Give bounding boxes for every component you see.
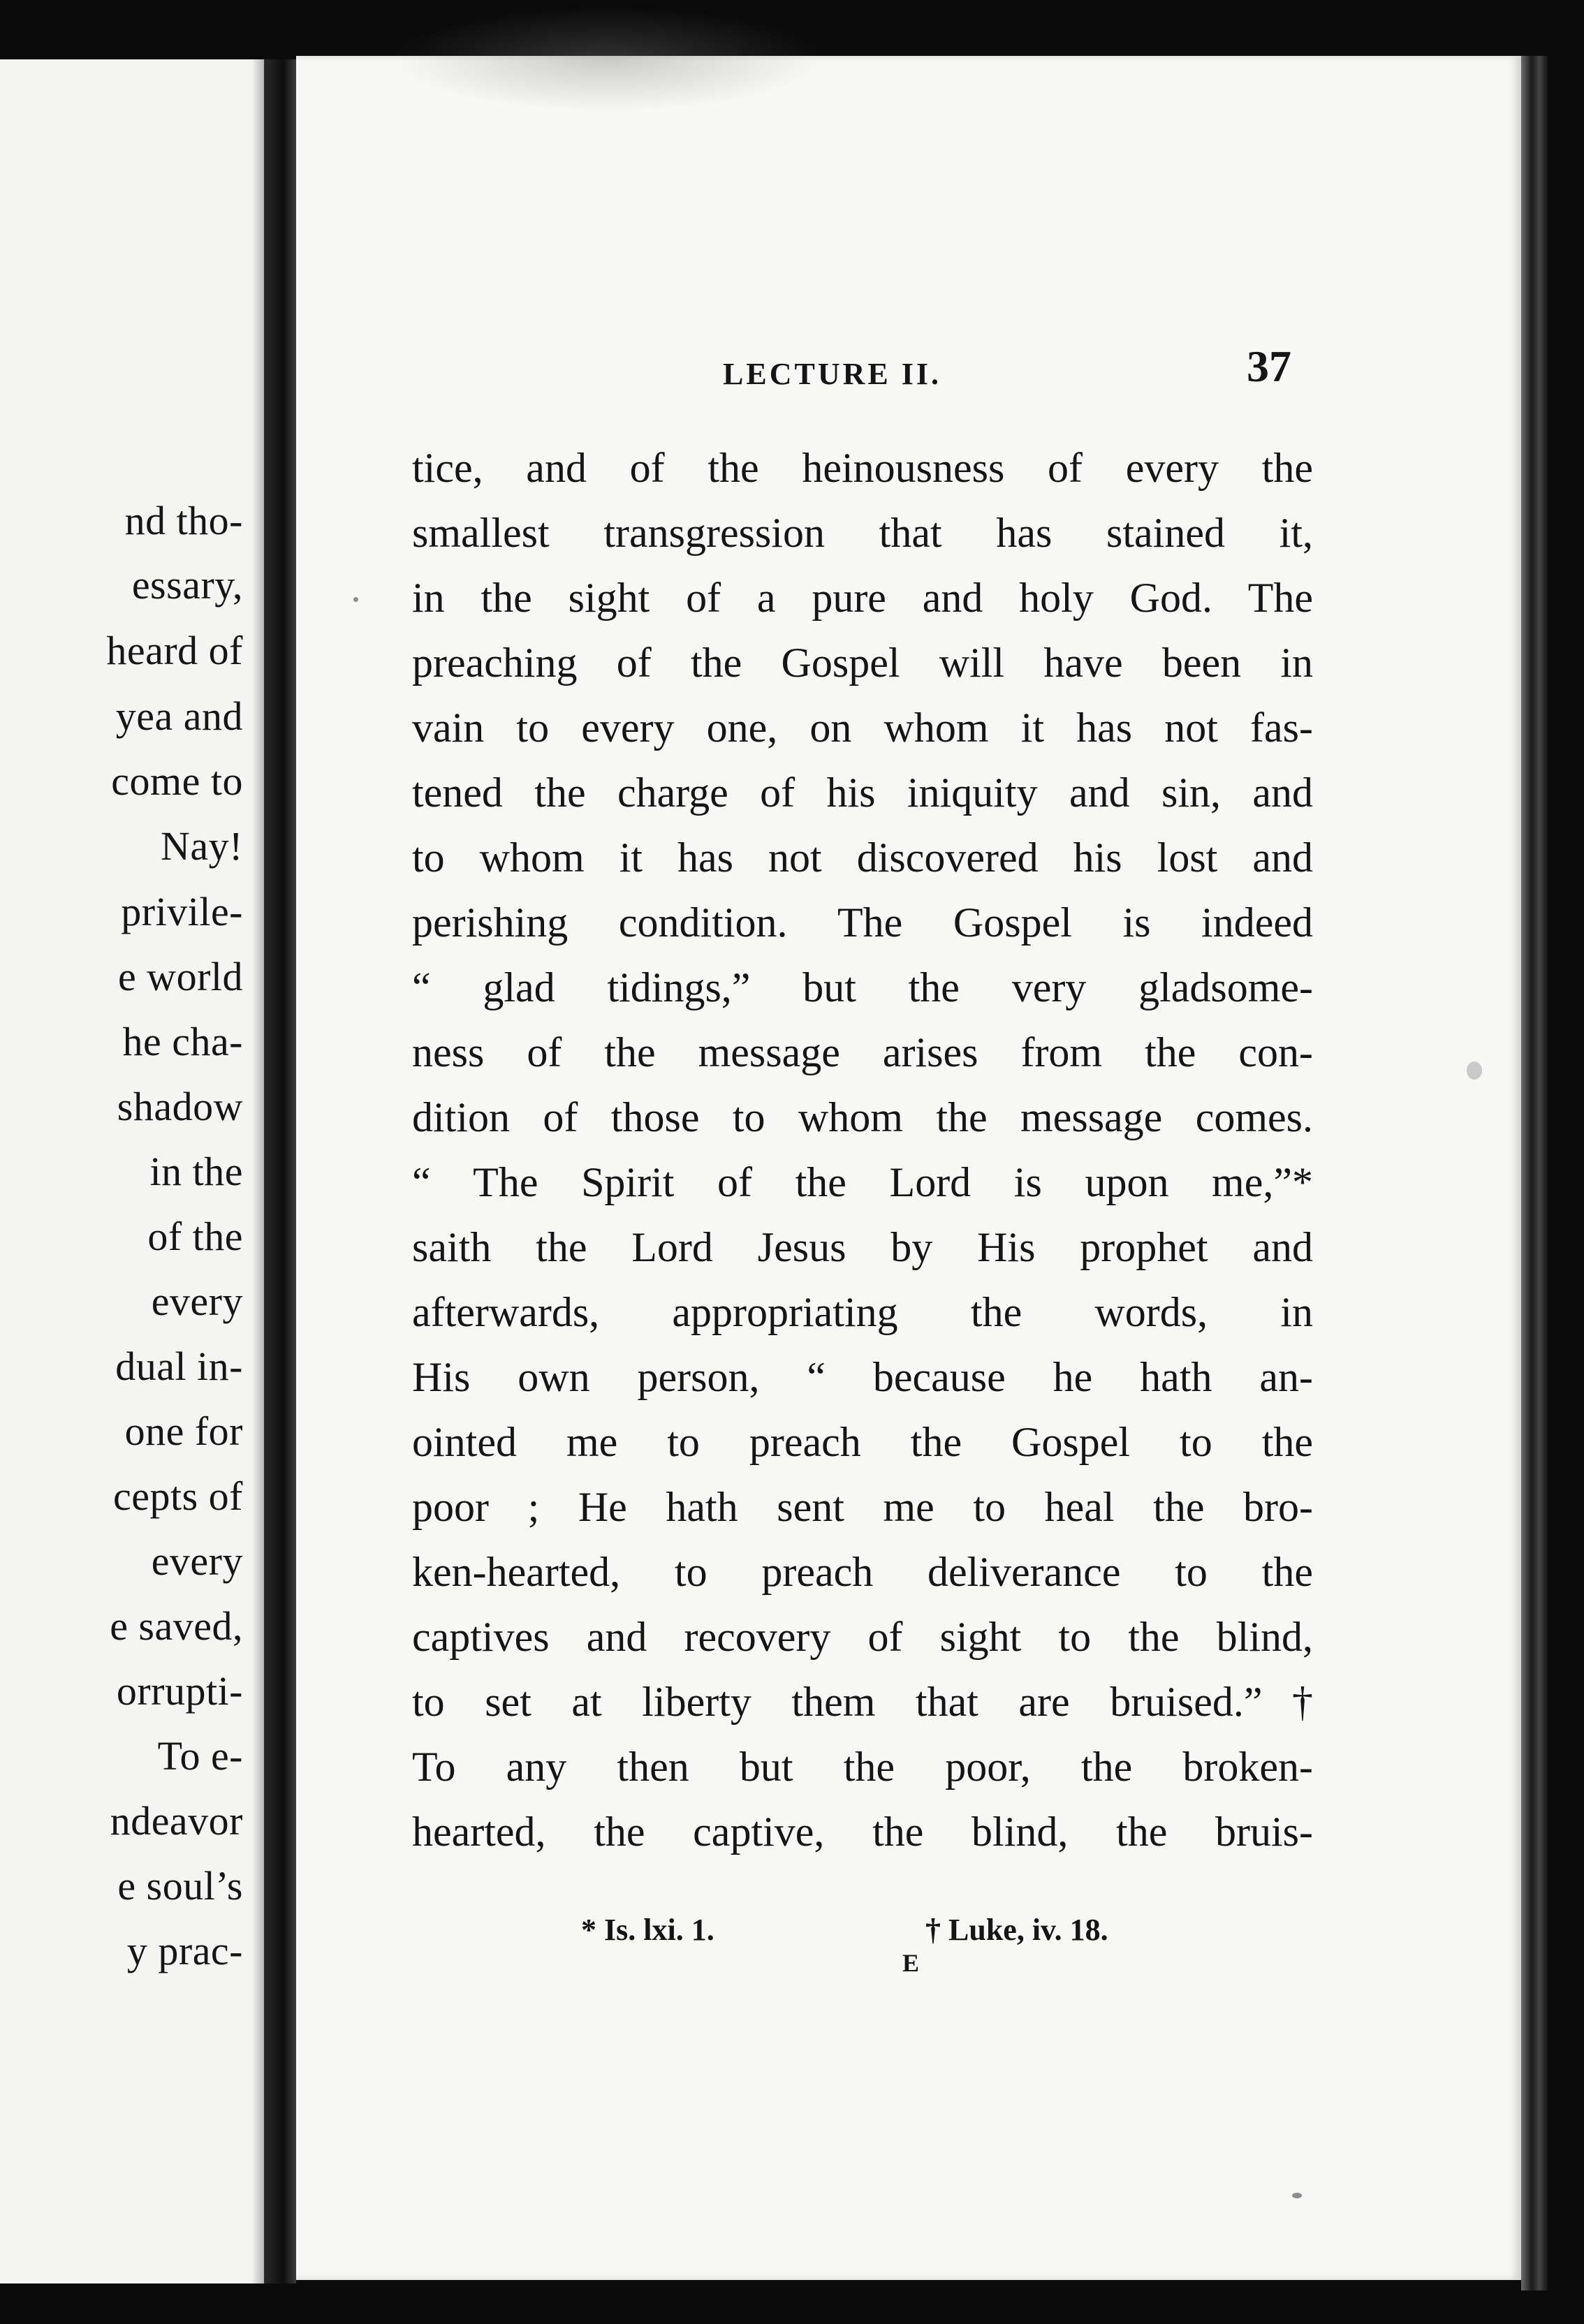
body-line: ken-hearted, to preach deliverance to the [412,1549,1313,1595]
left-page-line: Nay! [161,823,243,869]
left-page-line: shadow [117,1084,243,1129]
left-page-line: e saved, [110,1603,243,1649]
left-page-line: y prac- [126,1928,243,1973]
left-page-line: every [151,1279,243,1324]
left-page-line: cepts of [113,1473,243,1519]
body-line: captives and recovery of sight to the blind, [412,1614,1313,1660]
paper-speck [1292,2193,1302,2198]
body-line: ointed me to preach the Gospel to the [412,1419,1313,1465]
body-line: to set at liberty them that are bruised.”† [412,1679,1313,1725]
page-edge [1521,56,1548,2290]
left-page-line: privile- [121,889,243,934]
left-page-line: come to [111,758,243,804]
left-page-line: every [151,1538,243,1584]
paper-stain [391,7,824,112]
body-line: smallest transgression that has stained it, [412,510,1313,556]
running-head: LECTURE II. [723,357,941,391]
body-line: His own person, “ because he hath an- [412,1354,1313,1400]
body-line: To any then but the poor, the broken- [412,1744,1313,1790]
footnote: * Is. lxi. 1. [581,1913,714,1947]
body-line: saith the Lord Jesus by His prophet and [412,1224,1313,1270]
left-page-line: of the [147,1214,243,1259]
body-line: “ The Spirit of the Lord is upon me,”* [412,1159,1313,1205]
body-line: tened the charge of his iniquity and sin, and [412,770,1313,816]
left-page-line: dual in- [115,1344,243,1389]
left-page-line: nd tho- [124,498,243,543]
body-line: vain to every one, on whom it has not fas- [412,705,1313,751]
body-line: ness of the message arises from the con- [412,1029,1313,1075]
left-page-line: yea and [115,693,243,739]
left-page-line: in the [149,1149,243,1194]
body-line: hearted, the captive, the blind, the bruis- [412,1809,1313,1855]
left-page-line: ndeavor [110,1798,243,1844]
page-number: 37 [1247,341,1291,391]
left-page-line: e world [117,954,243,999]
body-line: dition of those to whom the message comes. [412,1094,1313,1140]
body-line: poor ; He hath sent me to heal the bro- [412,1484,1313,1530]
body-line: afterwards, appropriating the words, in [412,1289,1313,1335]
left-page-line: e soul’s [117,1863,243,1909]
left-page-line: one for [124,1409,243,1454]
footnote: † Luke, iv. 18. [925,1913,1108,1947]
left-page-line: he cha- [122,1019,243,1064]
body-line: perishing condition. The Gospel is indeed [412,899,1313,946]
paper-speck [353,597,358,602]
signature-mark: E [902,1949,920,1977]
left-page-line: To e- [157,1733,243,1779]
body-line: in the sight of a pure and holy God. The [412,575,1313,621]
body-line: to whom it has not discovered his lost and [412,834,1313,881]
left-page-line: orrupti- [116,1668,243,1714]
paper-speck [1467,1061,1482,1080]
left-page-line: heard of [106,628,243,673]
body-line: preaching of the Gospel will have been in [412,640,1313,686]
body-line: “ glad tidings,” but the very gladsome- [412,964,1313,1010]
left-page [0,59,264,2283]
book-gutter [264,59,296,2283]
body-line: tice, and of the heinousness of every the [412,445,1313,491]
left-page-line: essary, [131,562,243,608]
